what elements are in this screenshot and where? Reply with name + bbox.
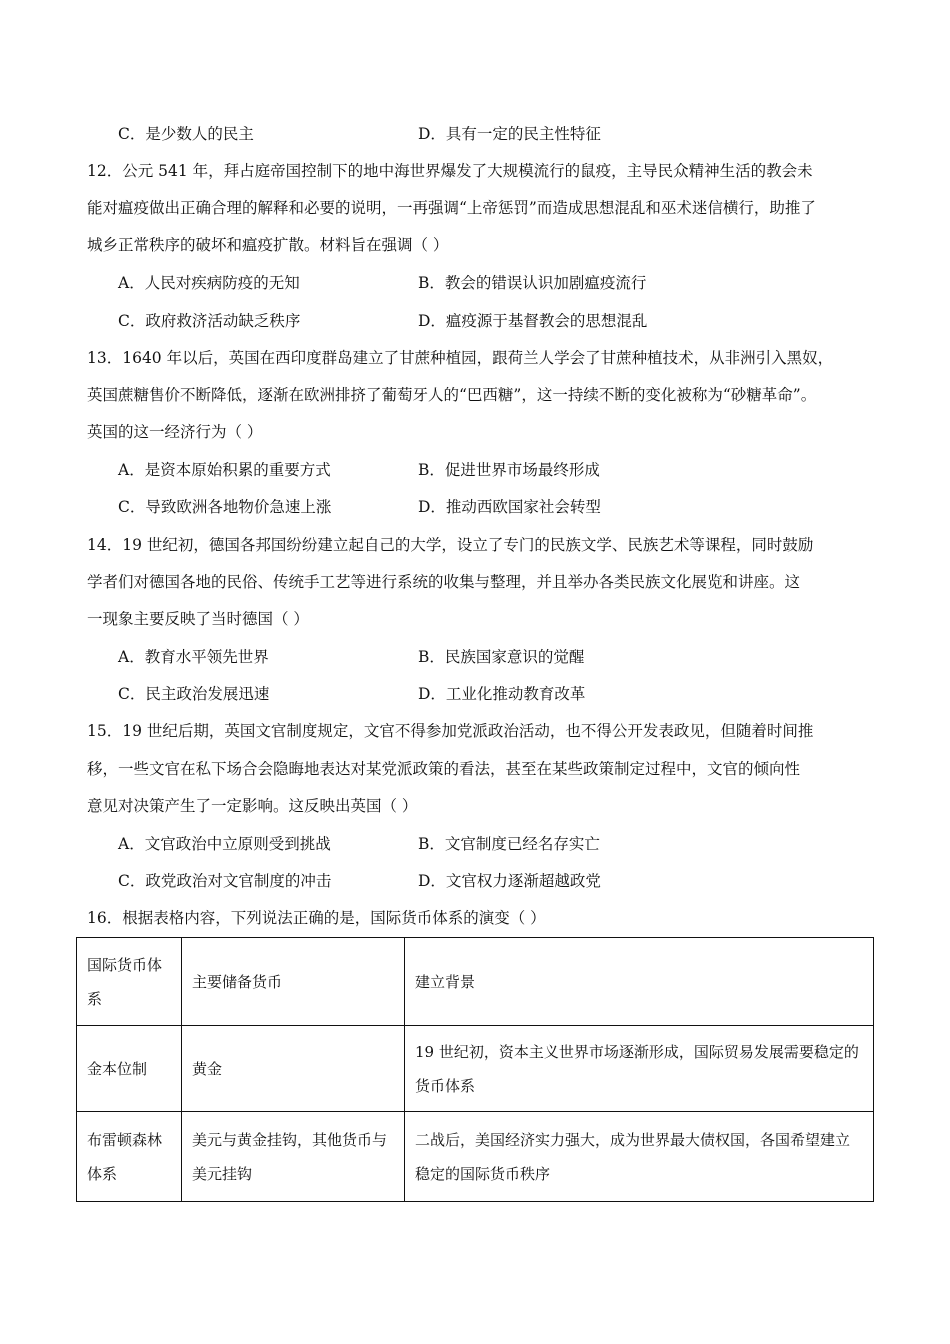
q13-option-d[interactable]: D．推动西欧国家社会转型 bbox=[418, 498, 601, 516]
q13-stem-line-1: 13．1640 年以后，英国在西印度群岛建立了甘蔗种植园，跟荷兰人学会了甘蔗种植技术，从非洲引入黑奴， bbox=[87, 349, 834, 367]
q11-option-c[interactable]: C．是少数人的民主 bbox=[118, 125, 254, 143]
q12-option-b[interactable]: B．教会的错误认识加剧瘟疫流行 bbox=[418, 274, 647, 292]
table-cell: 二战后，美国经济实力强大，成为世界最大债权国，各国希望建立稳定的国际货币秩序 bbox=[405, 1112, 874, 1202]
table-row bbox=[77, 1112, 874, 1202]
q13-stem-line-2: 英国蔗糖售价不断降低，逐渐在欧洲排挤了葡萄牙人的“巴西糖”，这一持续不断的变化被称为“砂糖革命”。 bbox=[87, 386, 817, 404]
table-row bbox=[77, 1026, 874, 1112]
table-header-row bbox=[77, 938, 874, 1026]
q13-stem-line-3: 英国的这一经济行为（ ） bbox=[87, 423, 263, 441]
q12-stem-line-2: 能对瘟疫做出正确合理的解释和必要的说明，一再强调“上帝惩罚”而造成思想混乱和巫术迷信横行，助推了 bbox=[87, 199, 816, 217]
q12-option-c[interactable]: C．政府救济活动缺乏秩序 bbox=[118, 312, 301, 330]
q15-option-c[interactable]: C．政党政治对文官制度的冲击 bbox=[118, 872, 332, 890]
q11-option-d[interactable]: D．具有一定的民主性特征 bbox=[418, 125, 601, 143]
table-cell: 布雷顿森林体系 bbox=[77, 1112, 182, 1202]
table-header-cell: 国际货币体系 bbox=[77, 938, 182, 1026]
q14-option-c[interactable]: C．民主政治发展迅速 bbox=[118, 685, 270, 703]
q12-option-a[interactable]: A．人民对疾病防疫的无知 bbox=[118, 274, 300, 292]
q14-stem-line-2: 学者们对德国各地的民俗、传统手工艺等进行系统的收集与整理，并且举办各类民族文化展览和讲座。这 bbox=[87, 573, 801, 591]
q13-option-b[interactable]: B．促进世界市场最终形成 bbox=[418, 461, 600, 479]
q15-option-a[interactable]: A．文官政治中立原则受到挑战 bbox=[118, 835, 331, 853]
q15-stem-line-3: 意见对决策产生了一定影响。这反映出英国（ ） bbox=[87, 797, 418, 815]
table-cell: 金本位制 bbox=[77, 1026, 182, 1112]
q14-option-b[interactable]: B．民族国家意识的觉醒 bbox=[418, 648, 585, 666]
q12-stem-line-1: 12．公元 541 年，拜占庭帝国控制下的地中海世界爆发了大规模流行的鼠疫，主导民众精神生活的教会未 bbox=[87, 162, 813, 180]
table-cell: 美元与黄金挂钩，其他货币与美元挂钩 bbox=[182, 1112, 405, 1202]
q15-stem-line-2: 移，一些文官在私下场合会隐晦地表达对某党派政策的看法，甚至在某些政策制定过程中，文官的倾向性 bbox=[87, 760, 801, 778]
q12-option-d[interactable]: D．瘟疫源于基督教会的思想混乱 bbox=[418, 312, 648, 330]
table-header-cell: 建立背景 bbox=[405, 938, 874, 1026]
q14-stem-line-3: 一现象主要反映了当时德国（ ） bbox=[87, 610, 309, 628]
table-cell: 黄金 bbox=[182, 1026, 405, 1112]
q16-stem: 16．根据表格内容，下列说法正确的是，国际货币体系的演变（ ） bbox=[87, 909, 546, 927]
monetary-system-table bbox=[76, 937, 874, 1202]
table-header-cell: 主要储备货币 bbox=[182, 938, 405, 1026]
q13-option-c[interactable]: C．导致欧洲各地物价急速上涨 bbox=[118, 498, 332, 516]
q13-option-a[interactable]: A．是资本原始积累的重要方式 bbox=[118, 461, 331, 479]
q15-option-b[interactable]: B．文官制度已经名存实亡 bbox=[418, 835, 600, 853]
q15-stem-line-1: 15．19 世纪后期，英国文官制度规定，文官不得参加党派政治活动，也不得公开发表政见，但随着时间推 bbox=[87, 722, 814, 740]
table-cell: 19 世纪初，资本主义世界市场逐渐形成，国际贸易发展需要稳定的货币体系 bbox=[405, 1026, 874, 1112]
q14-option-d[interactable]: D．工业化推动教育改革 bbox=[418, 685, 586, 703]
q12-stem-line-3: 城乡正常秩序的破坏和瘟疫扩散。材料旨在强调（ ） bbox=[87, 236, 449, 254]
q14-option-a[interactable]: A．教育水平领先世界 bbox=[118, 648, 269, 666]
q14-stem-line-1: 14．19 世纪初，德国各邦国纷纷建立起自己的大学，设立了专门的民族文学、民族艺术等课程，同时鼓励 bbox=[87, 536, 814, 554]
q15-option-d[interactable]: D．文官权力逐渐超越政党 bbox=[418, 872, 601, 890]
